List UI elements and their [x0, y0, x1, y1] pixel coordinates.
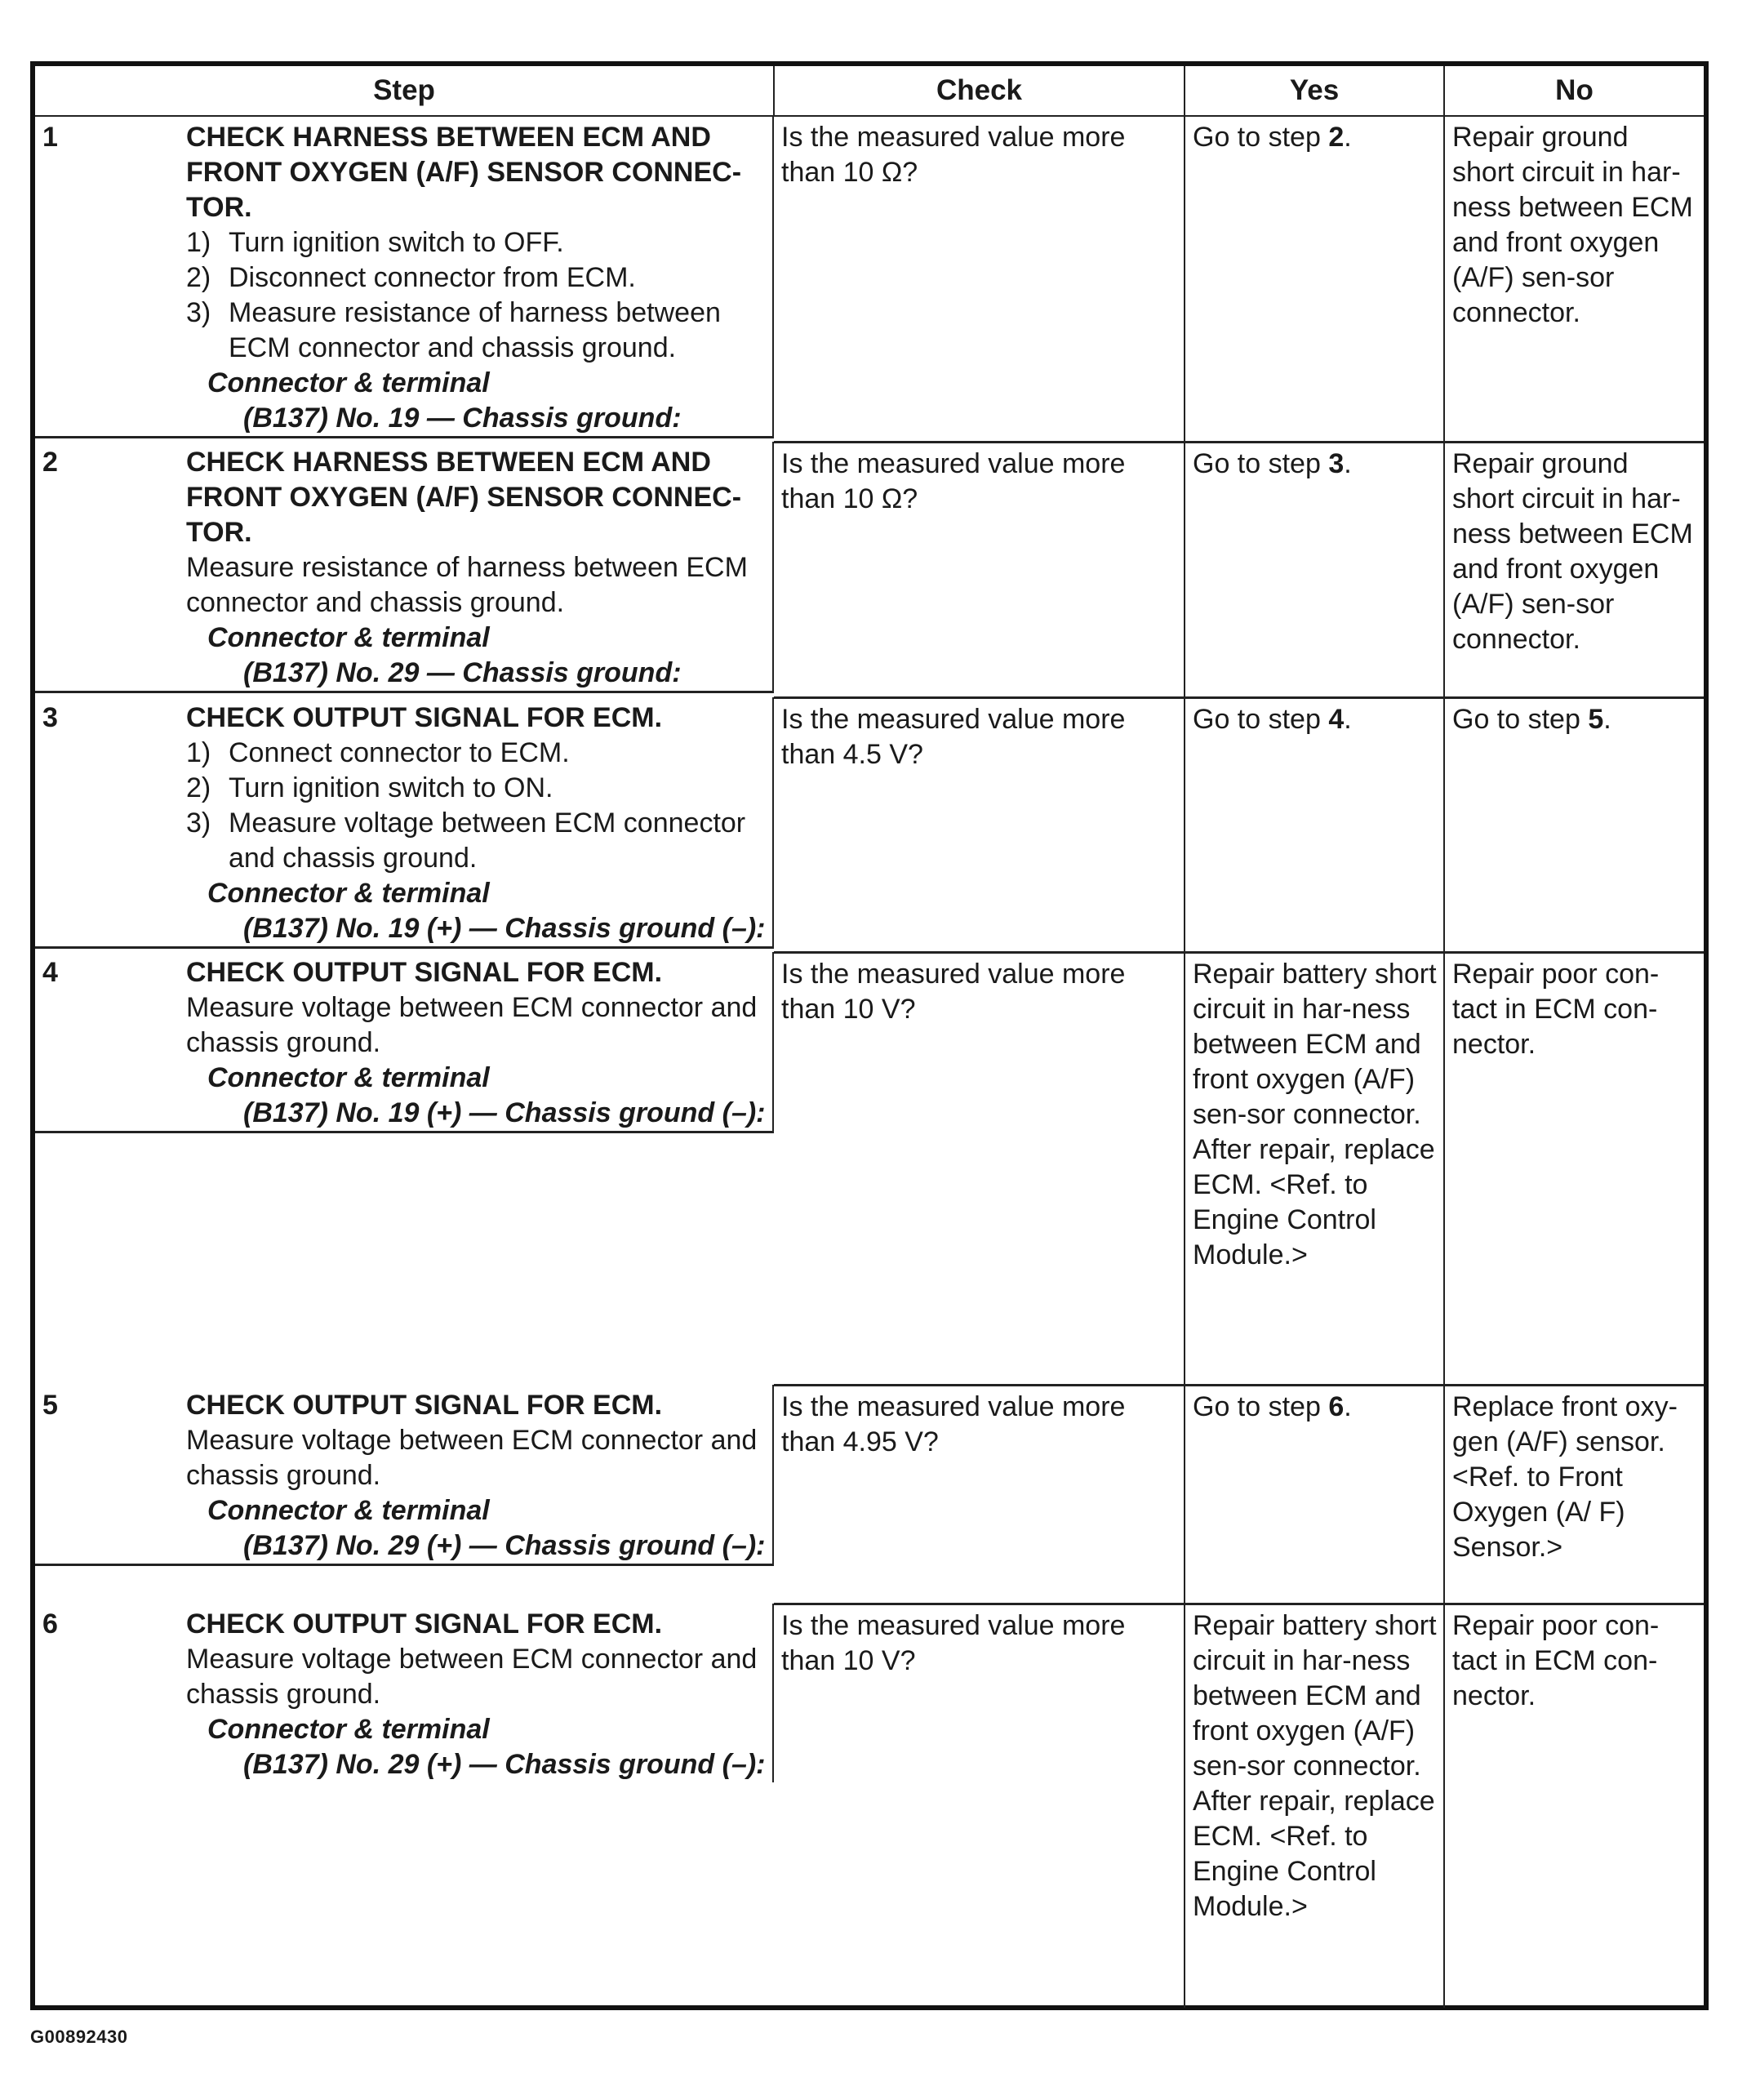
step-cell	[35, 1385, 774, 1566]
header-check: Check	[774, 66, 1185, 116]
check-cell: Is the measured value more than 10 V?	[774, 1604, 1185, 2008]
connector-label: Connector & terminal	[207, 1714, 490, 1745]
no-cell	[1444, 1385, 1704, 1604]
diagnostic-table-frame	[30, 61, 1709, 2010]
yes-cell	[1185, 442, 1444, 697]
step-number: 2	[42, 447, 58, 478]
connector-terminal: (B137) No. 29 (+) — Chassis ground (–):	[243, 1530, 766, 1561]
table-header-row	[35, 66, 1704, 116]
table-row	[35, 952, 1704, 1385]
table-row	[35, 116, 1704, 442]
check-cell: Is the measured value more than 10 Ω?	[774, 116, 1185, 442]
check-cell: Is the measured value more than 4.95 V?	[774, 1385, 1185, 1604]
procedure-step	[186, 771, 767, 806]
procedure-step-number: 3)	[186, 808, 211, 839]
no-cell	[1444, 116, 1704, 442]
check-cell: Is the measured value more than 10 Ω?	[774, 442, 1185, 697]
table-body	[35, 116, 1704, 2008]
procedure-step	[186, 296, 767, 366]
connector-label: Connector & terminal	[207, 622, 490, 653]
procedure-step-number: 2)	[186, 262, 211, 293]
step-title: CHECK HARNESS BETWEEN ECM AND FRONT OXYGEN (A/F) SENSOR CONNEC-TOR.	[186, 447, 742, 548]
step-title: CHECK OUTPUT SIGNAL FOR ECM.	[186, 1608, 663, 1640]
procedure-step	[186, 260, 767, 296]
procedure-step-text: Measure voltage between ECM connector and chassis ground.	[229, 808, 746, 874]
no-action-text: Replace front oxy-gen (A/F) sensor. <Ref. to Front Oxygen (A/ F) Sensor.>	[1452, 1390, 1678, 1563]
connector-label: Connector & terminal	[207, 367, 490, 398]
step-cell	[35, 1604, 774, 1782]
step-description: Measure voltage between ECM connector and chassis ground.	[186, 1644, 758, 1710]
yes-cell	[1185, 697, 1444, 952]
step-title: CHECK OUTPUT SIGNAL FOR ECM.	[186, 702, 663, 733]
connector-terminal: (B137) No. 29 — Chassis ground:	[243, 657, 682, 688]
no-action-text: Repair poor con-tact in ECM con-nector.	[1452, 1609, 1660, 1711]
check-cell: Is the measured value more than 4.5 V?	[774, 697, 1185, 952]
yes-goto-suffix: .	[1344, 122, 1352, 153]
no-action-text: Repair ground short circuit in har-ness between ECM and front oxygen (A/F) sen-sor connector.	[1452, 122, 1693, 328]
yes-goto-suffix: .	[1344, 447, 1352, 479]
yes-goto-step: 2	[1328, 122, 1345, 153]
diagnostic-table	[35, 66, 1704, 2008]
no-cell	[1444, 442, 1704, 697]
connector-label: Connector & terminal	[207, 1062, 490, 1093]
no-goto-suffix: .	[1603, 703, 1611, 735]
step-body	[186, 697, 772, 946]
no-cell	[1444, 1604, 1704, 2008]
step-body	[186, 442, 772, 691]
no-action-text: Repair poor con-tact in ECM con-nector.	[1452, 958, 1660, 1060]
step-number: 4	[42, 957, 58, 988]
step-title: CHECK OUTPUT SIGNAL FOR ECM.	[186, 1390, 663, 1421]
procedure-step	[186, 736, 767, 771]
step-cell	[35, 442, 774, 693]
no-goto-text: Go to step	[1452, 703, 1589, 735]
yes-action-text: Repair battery short circuit in har-ness between ECM and front oxygen (A/F) sen-sor connector. After repair, replace ECM. <Ref. to Engine Control Module.>	[1193, 1609, 1437, 1922]
procedure-step-number: 1)	[186, 227, 211, 258]
step-cell	[35, 697, 774, 949]
step-number: 6	[42, 1608, 58, 1640]
procedure-step-text: Turn ignition switch to OFF.	[229, 227, 564, 258]
step-cell	[35, 117, 774, 438]
yes-goto-step: 4	[1328, 703, 1345, 735]
connector-label: Connector & terminal	[207, 878, 490, 909]
header-yes: Yes	[1185, 66, 1444, 116]
yes-goto-suffix: .	[1344, 1390, 1352, 1422]
procedure-step	[186, 806, 767, 876]
yes-goto-text: Go to step	[1193, 447, 1329, 479]
table-row	[35, 442, 1704, 697]
procedure-step-number: 1)	[186, 737, 211, 768]
no-cell	[1444, 952, 1704, 1385]
figure-id: G00892430	[30, 2027, 128, 2047]
no-goto-step: 5	[1588, 703, 1604, 735]
step-description: Measure voltage between ECM connector and chassis ground.	[186, 1425, 758, 1491]
connector-terminal: (B137) No. 19 — Chassis ground:	[243, 403, 682, 434]
yes-goto-text: Go to step	[1193, 122, 1329, 153]
step-body	[186, 1385, 772, 1564]
procedure-step-number: 2)	[186, 772, 211, 803]
header-no: No	[1444, 66, 1704, 116]
step-description: Measure resistance of harness between ECM connector and chassis ground.	[186, 552, 748, 618]
step-description: Measure voltage between ECM connector and chassis ground.	[186, 992, 758, 1058]
step-body	[186, 952, 772, 1131]
yes-cell	[1185, 1604, 1444, 2008]
yes-action-text: Repair battery short circuit in har-ness between ECM and front oxygen (A/F) sen-sor connector. After repair, replace ECM. <Ref. to Engine Control Module.>	[1193, 958, 1437, 1270]
yes-cell	[1185, 952, 1444, 1385]
step-title: CHECK HARNESS BETWEEN ECM AND FRONT OXYGEN (A/F) SENSOR CONNEC-TOR.	[186, 122, 742, 223]
connector-terminal: (B137) No. 19 (+) — Chassis ground (–):	[243, 1097, 766, 1128]
no-cell	[1444, 697, 1704, 952]
procedure-step-text: Measure resistance of harness between ECM connector and chassis ground.	[229, 297, 721, 363]
procedure-step-text: Turn ignition switch to ON.	[229, 772, 553, 803]
step-body	[186, 117, 772, 436]
table-row	[35, 697, 1704, 952]
connector-terminal: (B137) No. 29 (+) — Chassis ground (–):	[243, 1749, 766, 1780]
header-step: Step	[35, 66, 774, 116]
yes-goto-step: 6	[1328, 1390, 1345, 1422]
no-action-text: Repair ground short circuit in har-ness between ECM and front oxygen (A/F) sen-sor connector.	[1452, 447, 1693, 655]
yes-goto-text: Go to step	[1193, 1390, 1329, 1422]
table-row	[35, 1604, 1704, 2008]
yes-goto-text: Go to step	[1193, 703, 1329, 735]
yes-cell	[1185, 1385, 1444, 1604]
procedure-step-text: Connect connector to ECM.	[229, 737, 570, 768]
procedure-step	[186, 225, 767, 260]
step-number: 1	[42, 122, 58, 153]
step-number: 3	[42, 702, 58, 733]
connector-terminal: (B137) No. 19 (+) — Chassis ground (–):	[243, 913, 766, 944]
procedure-step-number: 3)	[186, 297, 211, 328]
step-title: CHECK OUTPUT SIGNAL FOR ECM.	[186, 957, 663, 988]
yes-goto-suffix: .	[1344, 703, 1352, 735]
connector-label: Connector & terminal	[207, 1495, 490, 1526]
table-row	[35, 1385, 1704, 1604]
procedure-step-text: Disconnect connector from ECM.	[229, 262, 636, 293]
step-number: 5	[42, 1390, 58, 1421]
yes-goto-step: 3	[1328, 447, 1345, 479]
yes-cell	[1185, 116, 1444, 442]
check-cell: Is the measured value more than 10 V?	[774, 952, 1185, 1385]
step-body	[186, 1604, 772, 1782]
step-cell	[35, 952, 774, 1133]
